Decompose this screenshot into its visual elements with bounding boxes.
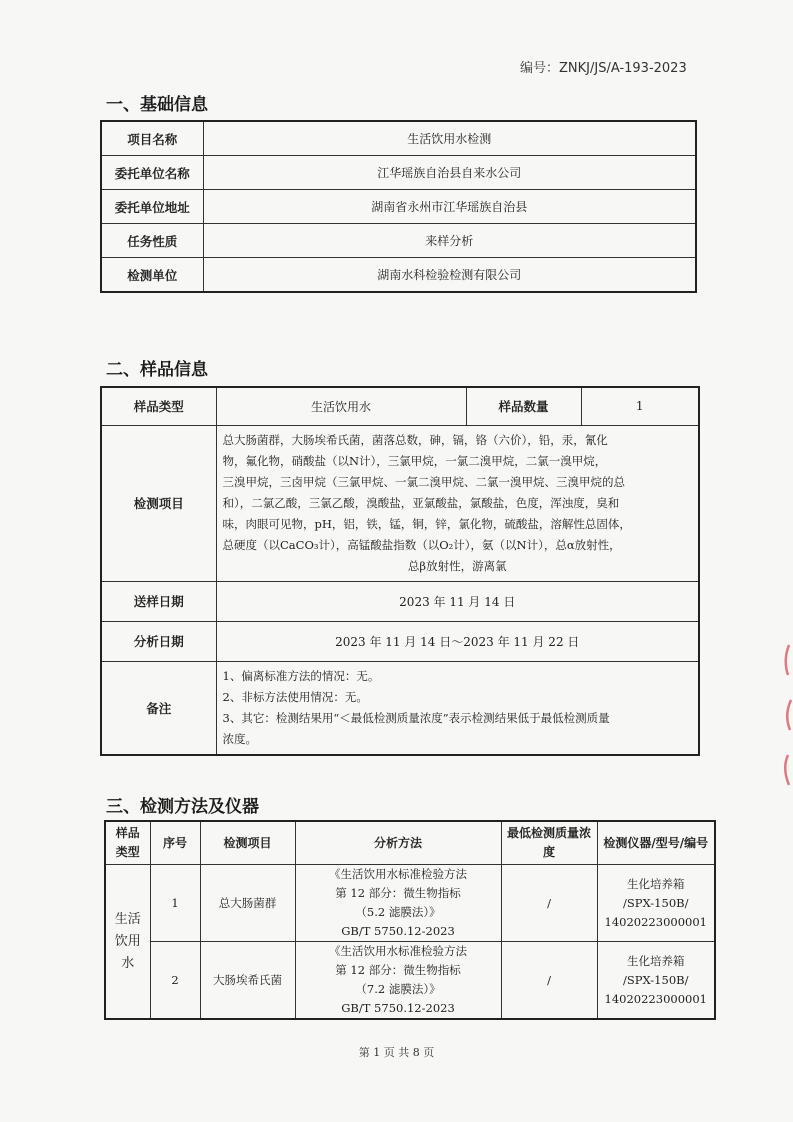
item-cell: 大肠埃希氏菌 xyxy=(200,942,295,1020)
test-items-line: 总大肠菌群，大肠埃希氏菌，菌落总数，砷，镉，铬（六价），铅，汞，氰化 xyxy=(222,432,608,447)
notes-value xyxy=(216,661,699,755)
table-row xyxy=(101,258,696,293)
notes-line: 浓度。 xyxy=(222,731,257,746)
method-line: （5.2 滤膜法）》 xyxy=(355,905,441,919)
sample-info-table xyxy=(100,386,700,756)
task-nature-label: 任务性质 xyxy=(101,224,203,258)
basic-info-table xyxy=(100,120,697,293)
table-row xyxy=(105,865,715,942)
section-methods-title: 三、检测方法及仪器 xyxy=(106,797,259,817)
table-row xyxy=(101,425,699,581)
method-line: 《生活饮用水标准检验方法 xyxy=(329,867,467,881)
method-line: 第 12 部分：微生物指标 xyxy=(335,886,461,900)
client-address-value: 湖南省永州市江华瑶族自治县 xyxy=(203,190,696,224)
project-name-value: 生活饮用水检测 xyxy=(203,121,696,156)
methods-table xyxy=(104,820,716,1020)
seq-cell: 2 xyxy=(150,942,200,1020)
seal-stamp-edge xyxy=(779,640,793,790)
item-cell: 总大肠菌群 xyxy=(200,865,295,942)
sample-count-value: 1 xyxy=(581,387,699,425)
table-row xyxy=(105,942,715,1020)
table-row xyxy=(101,121,696,156)
client-name-label: 委托单位名称 xyxy=(101,156,203,190)
test-items-line: 味，肉眼可见物，pH，铝，铁，锰，铜，锌，氯化物，硫酸盐，溶解性总固体， xyxy=(222,516,631,531)
test-items-line: 和），二氯乙酸，三氯乙酸，溴酸盐，亚氯酸盐，氯酸盐，色度，浑浊度，臭和 xyxy=(222,495,620,510)
send-date-value: 2023 年 11 月 14 日 xyxy=(216,581,699,621)
instrument-cell xyxy=(597,865,715,942)
instrument-line: /SPX-150B/ xyxy=(623,972,689,987)
test-items-value xyxy=(216,425,699,581)
sample-type-value: 生活饮用水 xyxy=(216,387,466,425)
sample-type-label: 样品类型 xyxy=(101,387,216,425)
header-seq: 序号 xyxy=(150,821,200,865)
method-line: GB/T 5750.12-2023 xyxy=(341,924,455,938)
analysis-date-value: 2023 年 11 月 14 日～2023 年 11 月 22 日 xyxy=(216,621,699,661)
instrument-line: 14020223000001 xyxy=(604,914,707,929)
instrument-line: 生化培养箱 xyxy=(627,876,685,891)
project-name-label: 项目名称 xyxy=(101,121,203,156)
table-header-row xyxy=(105,821,715,865)
method-line: GB/T 5750.12-2023 xyxy=(341,1001,455,1015)
document-number: 编号：ZNKJ/JS/A-193-2023 xyxy=(520,61,687,76)
header-instrument: 检测仪器/型号/编号 xyxy=(597,821,715,865)
method-cell xyxy=(295,942,501,1020)
instrument-line: 生化培养箱 xyxy=(627,953,685,968)
section-basic-info-title: 一、基础信息 xyxy=(106,95,208,115)
table-row xyxy=(101,224,696,258)
testing-unit-label: 检测单位 xyxy=(101,258,203,293)
test-items-line: 总硬度（以CaCO₃计），高锰酸盐指数（以O₂计），氨（以N计），总α放射性， xyxy=(222,537,621,552)
test-items-line: 总β放射性，游离氯 xyxy=(407,558,507,573)
method-line: 《生活饮用水标准检验方法 xyxy=(329,944,467,958)
page-footer: 第 1 页 共 8 页 xyxy=(358,1046,435,1059)
sample-type-cell: 生活饮用水 xyxy=(105,865,150,1020)
method-line: （7.2 滤膜法）》 xyxy=(355,982,441,996)
method-line: 第 12 部分：微生物指标 xyxy=(335,963,461,977)
client-address-label: 委托单位地址 xyxy=(101,190,203,224)
header-sample-type: 样品类型 xyxy=(105,821,150,865)
method-cell xyxy=(295,865,501,942)
task-nature-value: 来样分析 xyxy=(203,224,696,258)
header-min-conc: 最低检测质量浓度 xyxy=(501,821,597,865)
seq-cell: 1 xyxy=(150,865,200,942)
send-date-label: 送样日期 xyxy=(101,581,216,621)
instrument-cell xyxy=(597,942,715,1020)
table-row xyxy=(101,621,699,661)
instrument-line: /SPX-150B/ xyxy=(623,895,689,910)
notes-line: 2、非标方法使用情况：无。 xyxy=(222,689,368,704)
test-items-line: 物，氟化物，硝酸盐（以N计），三氯甲烷，一氯二溴甲烷，二氯一溴甲烷， xyxy=(222,453,607,468)
test-items-label: 检测项目 xyxy=(101,425,216,581)
table-row xyxy=(101,190,696,224)
notes-line: 3、其它：检测结果用“＜最低检测质量浓度”表示检测结果低于最低检测质量 xyxy=(222,710,610,725)
client-name-value: 江华瑶族自治县自来水公司 xyxy=(203,156,696,190)
table-row xyxy=(101,581,699,621)
min-conc-cell: / xyxy=(501,942,597,1020)
section-sample-info-title: 二、样品信息 xyxy=(106,360,208,380)
header-item: 检测项目 xyxy=(200,821,295,865)
test-items-line: 三溴甲烷，三卤甲烷（三氯甲烷、一氯二溴甲烷、二氯一溴甲烷、三溴甲烷的总 xyxy=(222,474,625,489)
table-row xyxy=(101,387,699,425)
notes-label: 备注 xyxy=(101,661,216,755)
testing-unit-value: 湖南水科检验检测有限公司 xyxy=(203,258,696,293)
table-row xyxy=(101,156,696,190)
notes-line: 1、偏离标准方法的情况：无。 xyxy=(222,668,380,683)
analysis-date-label: 分析日期 xyxy=(101,621,216,661)
sample-count-label: 样品数量 xyxy=(466,387,581,425)
instrument-line: 14020223000001 xyxy=(604,991,707,1006)
min-conc-cell: / xyxy=(501,865,597,942)
header-method: 分析方法 xyxy=(295,821,501,865)
table-row xyxy=(101,661,699,755)
